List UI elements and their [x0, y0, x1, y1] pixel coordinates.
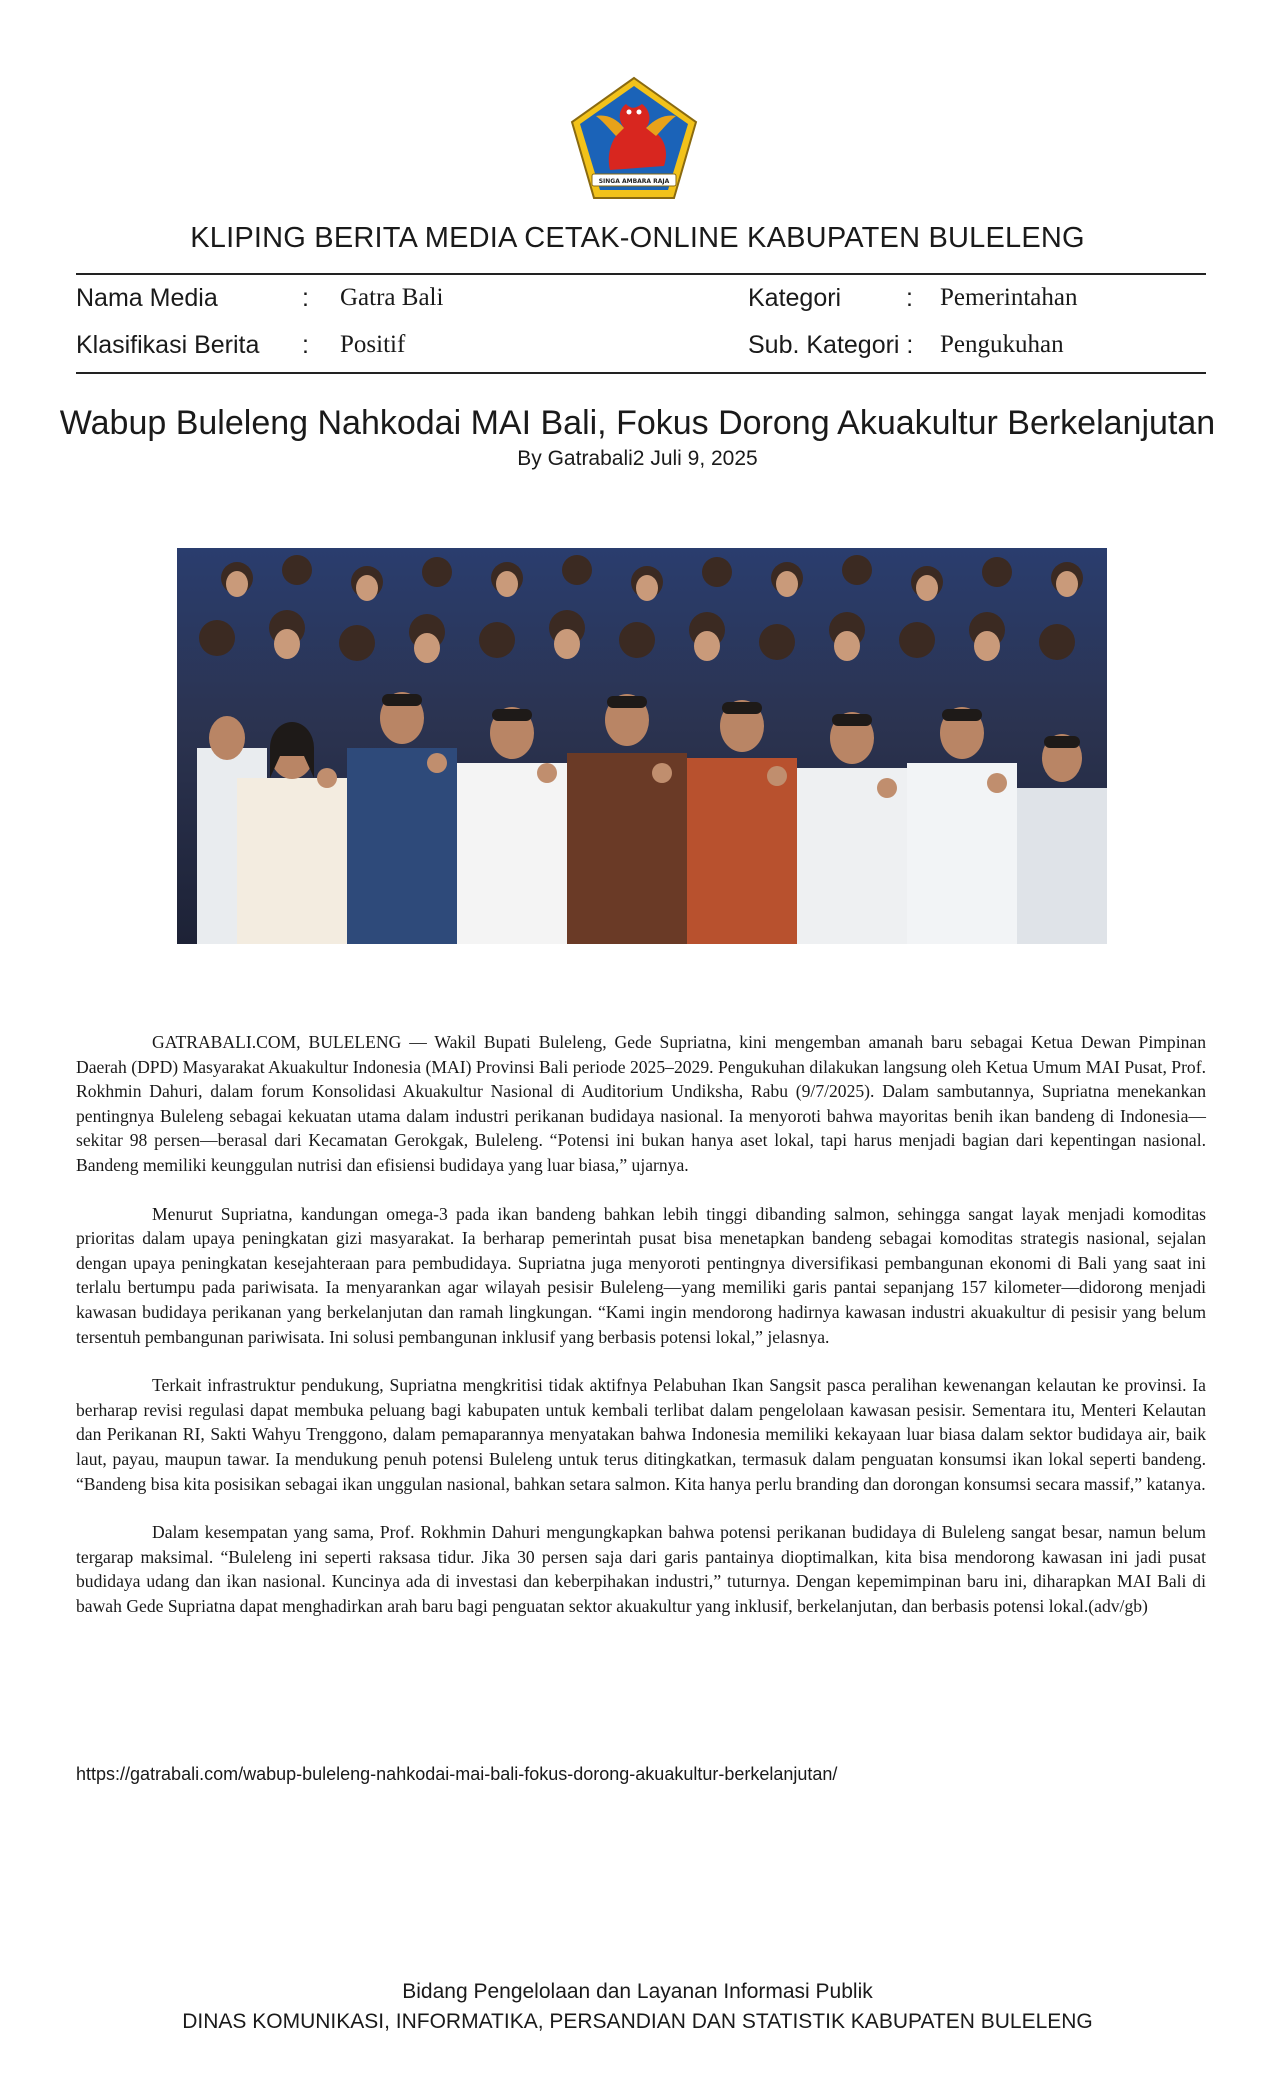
article-paragraph: Menurut Supriatna, kandungan omega-3 pada ikan bandeng bahkan lebih tinggi dibanding salmon, sehingga sangat layak menjadi komoditas prioritas dalam upaya peningkatan gizi masyarakat. Ia berharap pemerintah pusat bisa menetapkan bandeng sebagai komoditas strategis nasional, sejalan dengan upaya peningkatan kesejahteraan para pembudidaya. Supriatna juga menyoroti pentingnya diversifikasi pembangunan ekonomi di Bali yang saat ini terlalu bertumpu pada pariwisata. Ia menyarankan agar wilayah pesisir Buleleng—yang memiliki garis pantai sepanjang 157 kilometer—didorong menjadi kawasan budidaya perikanan yang berkelanjutan dan ramah lingkungan. “Kami ingin mendorong hadirnya kawasan industri akuakultur di pesisir yang belum tersentuh pembangunan pariwisata. Ini solusi pembangunan inklusif yang berbasis potensi lokal,” jelasnya. [76, 1203, 1206, 1347]
footer-agency: DINAS KOMUNIKASI, INFORMATIKA, PERSANDIAN DAN STATISTIK KABUPATEN BULELENG [182, 2010, 1093, 2033]
footer-department: Bidang Pengelolaan dan Layanan Informasi Publik [402, 1980, 873, 2003]
svg-text:SINGA AMBARA RAJA: SINGA AMBARA RAJA [598, 178, 670, 185]
klasifikasi-value: Positif [340, 331, 406, 358]
media-label: Nama Media [76, 284, 218, 312]
klasifikasi-label: Klasifikasi Berita [76, 331, 260, 359]
article-paragraph: Terkait infrastruktur pendukung, Supriatna mengkritisi tidak aktifnya Pelabuhan Ikan Sangsit pasca peralihan kewenangan kelautan ke provinsi. Ia berharap revisi regulasi dapat membuka peluang bagi kabupaten untuk kembali terlibat dalam pengelolaan kawasan pesisir. Sementara itu, Menteri Kelautan dan Perikanan RI, Sakti Wahyu Trenggono, dalam pemaparannya menyatakan bahwa Indonesia memiliki kekayaan luar biasa dalam sektor budidaya air, baik laut, payau, maupun tawar. Ia mendukung penuh potensi Buleleng untuk terus ditingkatkan, termasuk dalam penguatan konsumsi ikan lokal seperti bandeng. “Bandeng bisa kita posisikan sebagai ikan unggulan nasional, bahkan setara salmon. Kita hanya perlu branding dan dorongan konsumsi secara massif,” katanya. [76, 1375, 1206, 1494]
article-body [76, 1030, 1206, 1642]
media-colon: : [302, 284, 309, 312]
kategori-colon: : [906, 284, 913, 312]
kategori-value: Pemerintahan [940, 284, 1078, 311]
media-value: Gatra Bali [340, 284, 444, 311]
subkategori-value: Pengukuhan [940, 331, 1064, 358]
source-url[interactable]: https://gatrabali.com/wabup-buleleng-nahkodai-mai-bali-fokus-dorong-akuakultur-berkelanjutan/ [76, 1764, 838, 1784]
kategori-label: Kategori [748, 284, 842, 312]
clipping-title: KLIPING BERITA MEDIA CETAK-ONLINE KABUPATEN BULELENG [190, 222, 1085, 254]
article-paragraph: GATRABALI.COM, BULELENG — Wakil Bupati Buleleng, Gede Supriatna, kini mengemban amanah baru sebagai Ketua Dewan Pimpinan Daerah (DPD) Masyarakat Akuakultur Indonesia (MAI) Provinsi Bali periode 2025–2029. Pengukuhan dilakukan langsung oleh Ketua Umum MAI Pusat, Prof. Rokhmin Dahuri, dalam forum Konsolidasi Akuakultur Nasional di Auditorium Undiksha, Rabu (9/7/2025). Dalam sambutannya, Supriatna menekankan pentingnya Buleleng sebagai kekuatan utama dalam industri perikanan budidaya nasional. Ia menyoroti bahwa mayoritas benih ikan bandeng di Indonesia—sekitar 98 persen—berasal dari Kecamatan Gerokgak, Buleleng. “Potensi ini bukan hanya aset lokal, tapi harus menjadi bagian dari kepentingan nasional. Bandeng memiliki keunggulan nutrisi dan efisiensi budidaya yang luar biasa,” ujarnya. [76, 1032, 1206, 1175]
buleleng-emblem-icon [566, 74, 702, 204]
header-divider-bottom [76, 372, 1206, 374]
subkategori-label: Sub. Kategori : [748, 331, 914, 359]
article-paragraph: Dalam kesempatan yang sama, Prof. Rokhmin Dahuri mengungkapkan bahwa potensi perikanan budidaya di Buleleng sangat besar, namun belum tergarap maksimal. “Buleleng ini seperti raksasa tidur. Jika 30 persen saja dari garis pantainya dioptimalkan, kita bisa mendorong kawasan ini jadi pusat budidaya udang dan ikan nasional. Kuncinya ada di investasi dan keberpihakan industri,” tuturnya. Dengan kepemimpinan baru ini, diharapkan MAI Bali di bawah Gede Supriatna dapat menghadirkan arah baru bagi penguatan sektor akuakultur yang inklusif, berkelanjutan, dan berbasis potensi lokal.(adv/gb) [76, 1522, 1206, 1616]
article-headline: Wabup Buleleng Nahkodai MAI Bali, Fokus Dorong Akuakultur Berkelanjutan [59, 404, 1216, 442]
article-byline: By Gatrabali2 Juli 9, 2025 [517, 447, 758, 470]
article-photo [177, 548, 1107, 944]
klasifikasi-colon: : [302, 331, 309, 359]
header-divider-top [76, 273, 1206, 275]
